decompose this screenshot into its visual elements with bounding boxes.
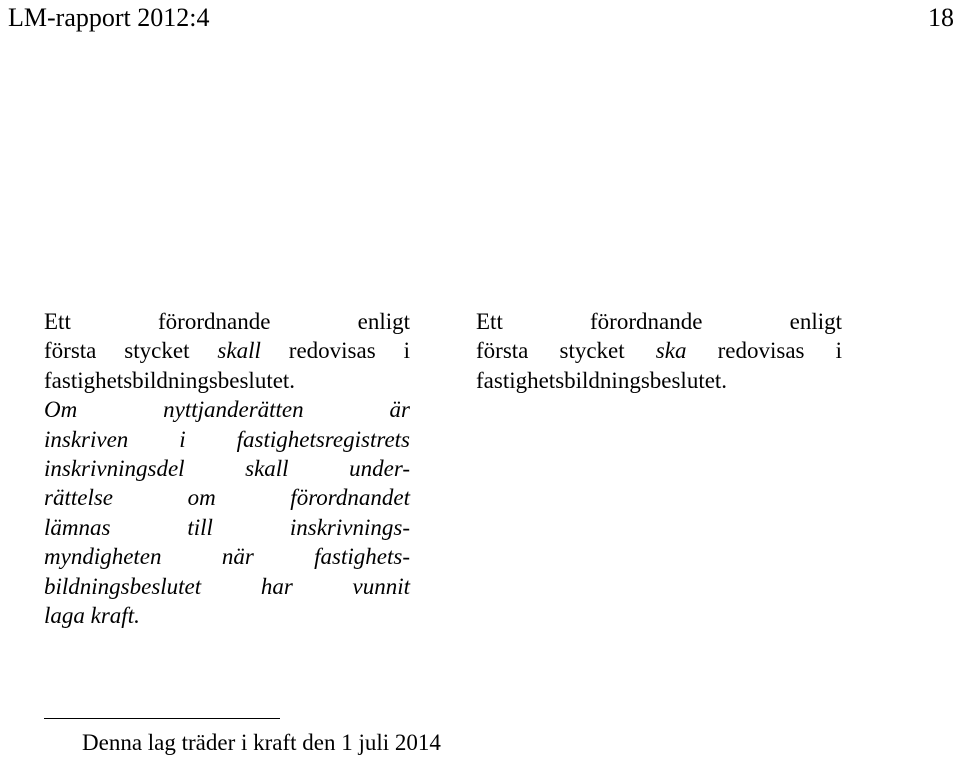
italic-line: myndigheten när fastighets- bbox=[44, 544, 410, 570]
italic-line: Om nyttjanderätten är bbox=[44, 397, 410, 423]
text-line: Ett förordnande enligt bbox=[476, 309, 842, 334]
text-line: fastighetsbildningsbeslutet. bbox=[476, 367, 728, 393]
footnote-divider bbox=[44, 718, 280, 719]
text-fragment: första stycket bbox=[476, 338, 656, 364]
emphasized-word: ska bbox=[655, 338, 687, 364]
italic-line: laga kraft. bbox=[44, 603, 140, 629]
proposed-text-column bbox=[476, 307, 842, 395]
emphasized-word: skall bbox=[217, 338, 261, 364]
text-line: fastighetsbildningsbeslutet. bbox=[44, 367, 296, 393]
text-line bbox=[476, 336, 842, 365]
effective-date-note: Denna lag träder i kraft den 1 juli 2014 bbox=[82, 730, 441, 755]
italic-line: rättelse om förordnandet bbox=[44, 485, 410, 511]
italic-line: bildningsbeslutet har vunnit bbox=[44, 573, 410, 599]
italic-line: inskrivningsdel skall under- bbox=[44, 456, 410, 482]
italic-line: lämnas till inskrivnings- bbox=[44, 514, 410, 540]
current-text-column bbox=[44, 307, 410, 630]
text-fragment: redovisas i bbox=[686, 338, 842, 364]
text-line bbox=[44, 336, 410, 365]
text-fragment: första stycket bbox=[44, 338, 218, 364]
text-fragment: redovisas i bbox=[260, 338, 410, 364]
page-number: 18 bbox=[928, 3, 954, 32]
italic-line: inskriven i fastighetsregistrets bbox=[44, 426, 410, 452]
report-header: LM-rapport 2012:4 bbox=[8, 3, 210, 32]
text-line: Ett förordnande enligt bbox=[44, 309, 410, 334]
